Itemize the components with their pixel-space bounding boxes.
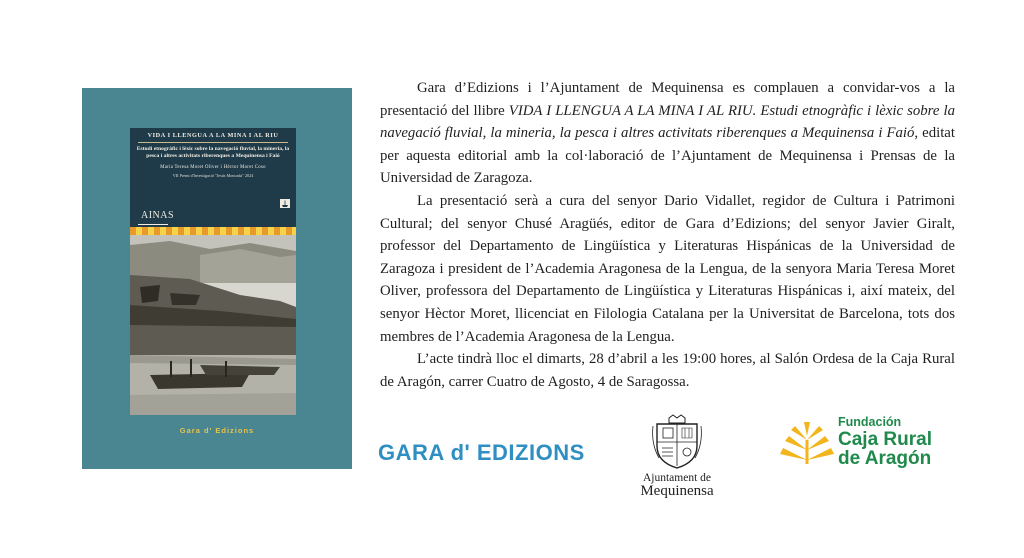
mequinensa-line-1: Ajuntament de xyxy=(642,472,712,484)
boat-icon xyxy=(280,199,290,208)
paragraph-1 xyxy=(380,77,955,190)
mequinensa-line-2: Mequinensa xyxy=(640,483,714,499)
cover-prize: VII Premi d'Investigació "Jesús Moncada" 2024 xyxy=(172,173,254,178)
cover-subtitle: Estudi etnogràfic i lèxic sobre la navegació fluvial, la mineria, la pesca i altres activitats riberenques a Mequinensa i Faió xyxy=(136,146,290,159)
caja-rural-wordmark xyxy=(838,414,932,468)
cover-title-block xyxy=(130,128,296,227)
p1-intro: Gara d’Edizions i l’Ajuntament de Mequinensa es complauen a convidar-vos a la presentació del llibre xyxy=(380,80,955,119)
p1-outro: , editat per aquesta editorial amb la col·laboració de l’Ajuntament de Mequinensa i Prensas de la Universidad de Zaragoza. xyxy=(380,125,955,187)
cover-publisher: Gara d' Edizions xyxy=(179,426,255,435)
caja-line-3: de Aragón xyxy=(838,448,932,469)
cover-title: VIDA I LLENGUA A LA MINA I AL RIU xyxy=(147,132,279,139)
cover-checker-band xyxy=(130,227,296,235)
book-title: VIDA I LLENGUA A LA MINA I AL RIU. Estudi etnogràfic i lèxic sobre la navegació fluvial, la mineria, la pesca i altres activitats riberenques a Mequinensa i Faió xyxy=(380,102,955,142)
wheat-icon xyxy=(780,420,834,464)
cover-authors: Maria Teresa Moret Oliver i Hèctor Moret Coso xyxy=(160,165,266,170)
caja-line-1: Fundación xyxy=(838,415,902,429)
cover-series: AINAS xyxy=(141,210,175,221)
cover-divider xyxy=(138,142,288,143)
paragraph-3: L’acte tindrà lloc el dimarts, 28 d’abril a les 19:00 hores, al Salón Ordesa de la Caja Rural de Aragón, carrer Cuatro de Agosto, 4 de Saragossa. xyxy=(380,351,955,390)
book-cover xyxy=(82,88,352,469)
paragraph-2: La presentació serà a cura del senyor Dario Vidallet, regidor de Cultura i Patrimoni Cultural; del senyor Chusé Aragüés, editor de Gara d’Edizions; del senyor Javier Giralt, professor del Departamento de Lingüística y Literaturas Hispánicas de la Universidad de Zaragoza i president de l’Academia Aragonesa de la Lengua, de la senyora Maria Teresa Moret Oliver, professora del Departamento de Lingüística y Literaturas Hispánicas i, així mateix, del senyor Hèctor Moret, llicenciat en Filologia Catalana per la Universitat de Barcelona, tots dos membres de l’Academia Aragonesa de la Lengua. xyxy=(380,192,955,345)
series-underline xyxy=(138,224,168,225)
coat-of-arms-icon xyxy=(647,414,707,470)
caja-line-2: Caja Rural xyxy=(838,429,932,450)
ajuntament-mequinensa-logo xyxy=(632,414,722,499)
gara-edizions-logo: GARA d' EDIZIONS xyxy=(378,440,585,465)
cover-photo-river-boats xyxy=(130,235,296,415)
invitation-text xyxy=(380,77,955,393)
